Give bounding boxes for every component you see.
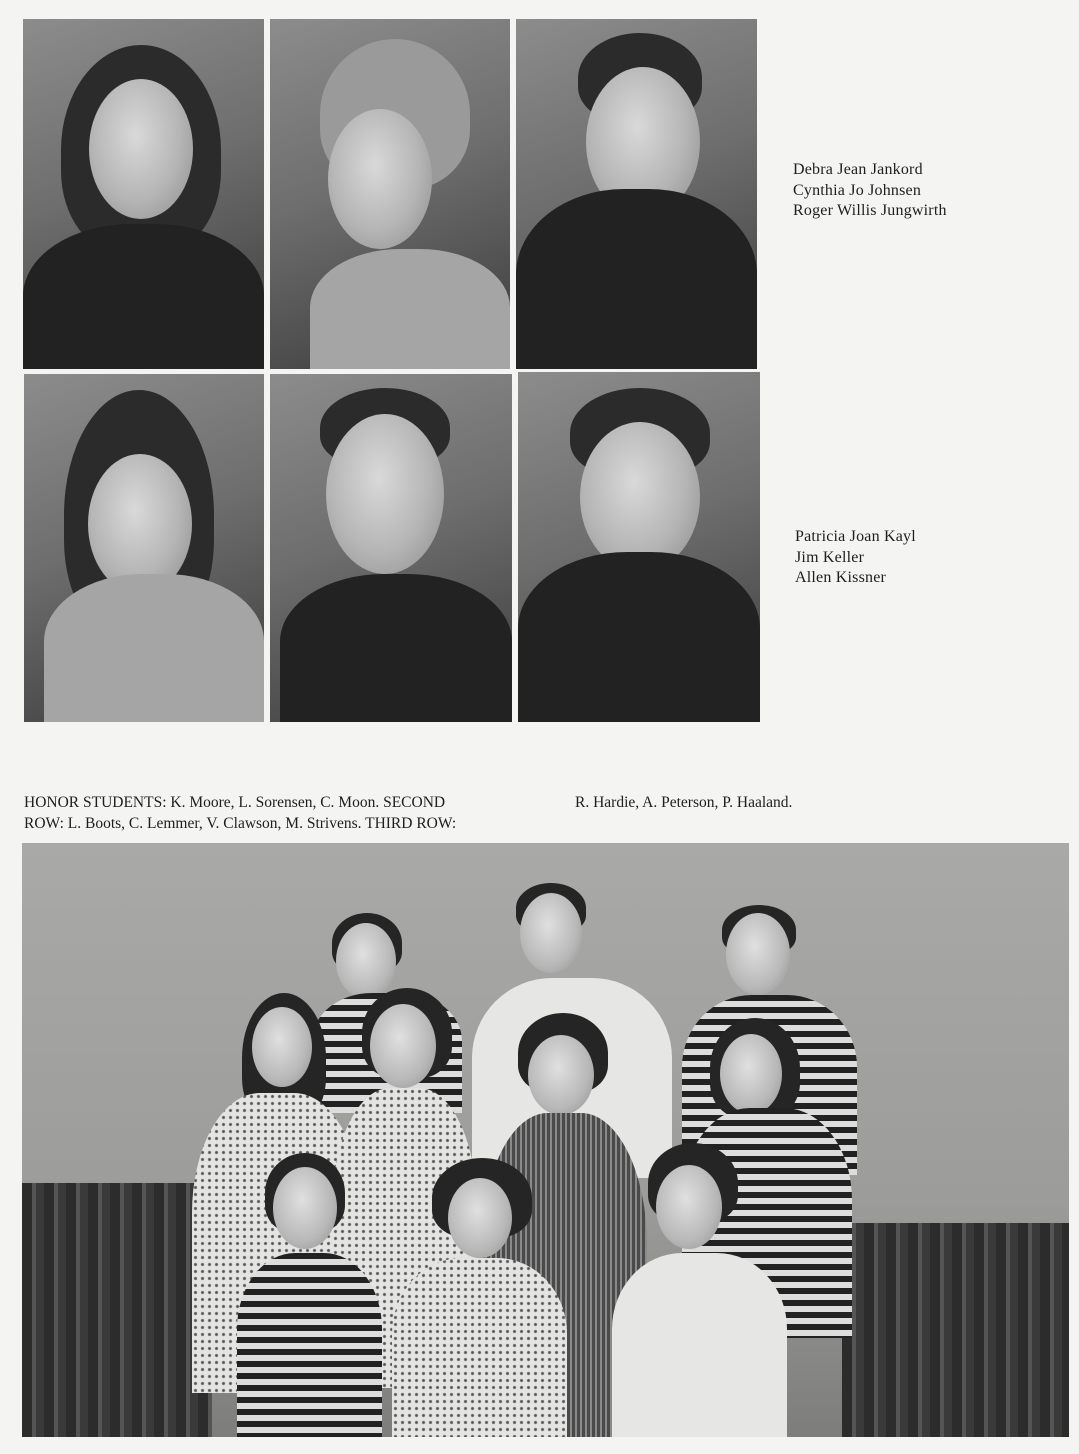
honor-students-group-photo	[22, 843, 1069, 1437]
name-jim-keller: Jim Keller	[795, 548, 865, 566]
name-patricia-joan-kayl: Patricia Joan Kayl	[795, 528, 916, 545]
portrait-debra-jean-jankord	[23, 19, 264, 369]
bookshelf-right	[842, 1223, 1069, 1437]
portrait-cynthia-jo-johnsen	[270, 19, 510, 369]
honor-caption-line-2: ROW: L. Boots, C. Lemmer, V. Clawson, M. Strivens. THIRD ROW:	[24, 815, 457, 832]
portrait-names-row-1	[793, 160, 947, 222]
name-cynthia-jo-johnsen: Cynthia Jo Johnsen	[793, 181, 922, 199]
portrait-jim-keller	[270, 374, 512, 722]
name-roger-willis-jungwirth: Roger Willis Jungwirth	[793, 202, 947, 219]
honor-caption-line-1: HONOR STUDENTS: K. Moore, L. Sorensen, C. Moon. SECOND	[24, 794, 446, 811]
honor-caption-right: R. Hardie, A. Peterson, P. Haaland.	[575, 794, 793, 811]
bookshelf-left	[22, 1183, 212, 1437]
name-debra-jean-jankord: Debra Jean Jankord	[793, 161, 923, 178]
portrait-names-row-2	[795, 527, 916, 589]
portrait-roger-willis-jungwirth	[516, 19, 757, 369]
name-allen-kissner: Allen Kissner	[795, 569, 887, 586]
portrait-patricia-joan-kayl	[24, 374, 264, 722]
portrait-allen-kissner	[518, 372, 760, 722]
